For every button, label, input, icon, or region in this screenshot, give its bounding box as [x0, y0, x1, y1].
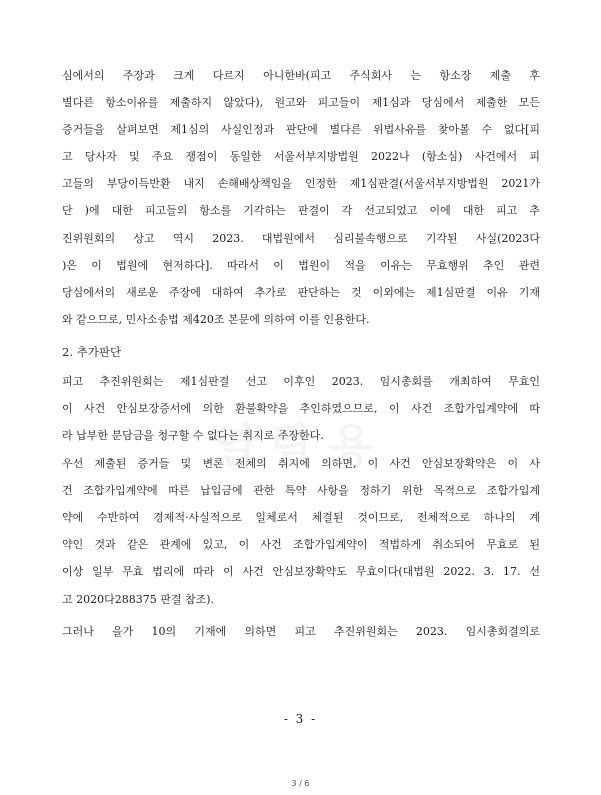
- text-line: 증거들을 살펴보면 제1심의 사실인정과 판단에 별다른 위법사유를 찾아볼 수 없다[피: [62, 123, 540, 136]
- text-line: 와 같으므로, 민사소송법 제420조 본문에 의하여 이를 인용한다.: [62, 313, 370, 326]
- page-number: - 3 -: [283, 712, 318, 726]
- text-line: 피고 추진위원회는 제1심판결 선고 이후인 2023. 임시총회를 개최하여 무효인: [62, 375, 540, 388]
- text-line: 이 사건 안심보장증서에 의한 환불확약을 추인하였으므로, 이 사건 조합가입계약에 따: [62, 402, 540, 415]
- text-line: 고 2020다288375 판결 참조).: [62, 593, 215, 606]
- text-line: 그러나 을가 10의 기재에 의하면 피고 추진위원회는 2023. 임시총회결의로: [62, 625, 540, 638]
- text-line: 진위원회의 상고 역시 2023. 대법원에서 심리불속행으로 기각된 사실(2023다: [62, 232, 540, 245]
- text-line: 별다른 항소이유를 제출하지 않았다), 원고와 피고들이 제1심과 당심에서 제출한 모든: [62, 96, 540, 109]
- text-line: 당심에서의 새로운 주장에 대하여 추가로 판단하는 것 이외에는 제1심판결 이유 기재: [62, 286, 540, 299]
- text-line: 고 당사자 및 주요 쟁점이 동일한 서울서부지방법원 2022나 (항소심) 사건에서 피: [62, 150, 540, 163]
- page-counter: 3 / 6: [291, 779, 310, 788]
- text-line: )은 이 법원에 현저하다]. 따라서 이 법원이 적을 이유는 무효행위 추인 관련: [62, 259, 540, 272]
- text-line: 심에서의 주장과 크게 다르지 아니한바(피고 주식회사 는 항소장 제출 후: [62, 69, 540, 82]
- text-line: 우선 제출된 증거들 및 변론 전체의 취지에 의하면, 이 사건 안심보장확약은 이 사: [62, 457, 540, 470]
- text-line: 라 납부한 분담금을 청구할 수 없다는 취지로 주장한다.: [62, 429, 324, 442]
- text-line: 약에 수반하여 경제적·사실적으로 일체로서 체결된 것이므로, 전체적으로 하나의 계: [62, 511, 540, 524]
- text-line: 이상 일부 무효 법리에 따라 이 사건 안심보장확약도 무효이다(대법원 2022. 3. 17. 선: [62, 565, 540, 578]
- text-line: 단 )에 대한 피고들의 항소를 기각하는 판결이 각 선고되었고 이에 대한 피고 추: [62, 204, 540, 217]
- text-line: 건 조합가입계약에 따른 납입금에 관한 특약 사항을 정하기 위한 목적으로 조합가입계: [62, 484, 540, 497]
- text-line: 고들의 부당이득반환 내지 손해배상책임을 인정한 제1심판결(서울서부지방법원 2021가: [62, 177, 540, 190]
- text-line: 약인 것과 같은 관계에 있고, 이 사건 조합가입계약이 적법하게 취소되어 무효로 된: [62, 538, 540, 551]
- section-heading: 2. 추가판단: [62, 345, 122, 359]
